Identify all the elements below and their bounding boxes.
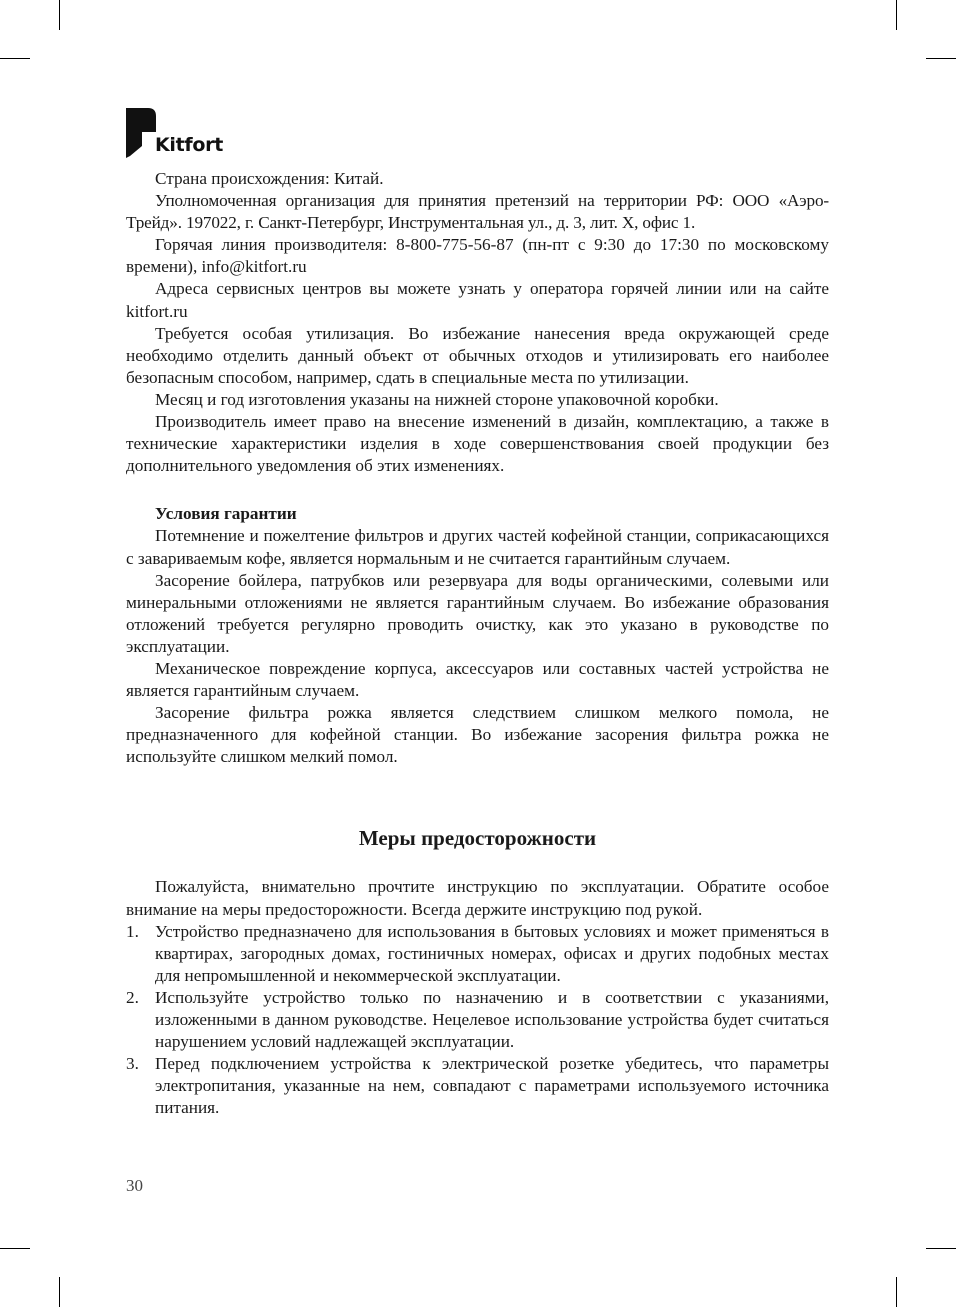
precautions-section [126, 824, 829, 1119]
paragraph: Механическое повреждение корпуса, аксессуаров или составных частей устройства не является гарантийным случаем. [126, 658, 829, 701]
paragraph: Пожалуйста, внимательно прочтите инструкцию по эксплуатации. Обратите особое внимание на меры предосторожности. Всегда держите инструкцию под рукой. [126, 877, 829, 919]
page-number: 30 [126, 1176, 143, 1195]
list-item-text: Перед подключением устройства к электрической розетке убедитесь, что параметры электропитания, указанные на нем, совпадают с параметрами используемого источника питания. [155, 1054, 829, 1118]
brand-name: Kitfort [155, 134, 223, 156]
warranty-title: Условия гарантии [155, 504, 297, 524]
paragraph: Уполномоченная организация для принятия претензий на территории РФ: ООО «Аэро-Трейд». 197022, г. Санкт-Петербург, Инструментальная ул., д. 3, лит. Х, офис 1. [126, 191, 829, 233]
crop-mark [896, 1277, 897, 1307]
intro-section [126, 168, 829, 477]
crop-mark [896, 0, 897, 30]
brand-logo [126, 108, 246, 158]
page-content [126, 168, 829, 1119]
paragraph: Засорение фильтра рожка является следствием слишком мелкого помола, не предназначенного для кофейной станции. Во избежание засорения фильтра рожка не используйте слишком мелкий помол. [126, 703, 829, 767]
warranty-section [126, 503, 829, 768]
crop-mark [59, 0, 60, 30]
paragraph: Производитель имеет право на внесение изменений в дизайн, комплектацию, а также в технические характеристики изделия в ходе совершенствования своей продукции без дополнительного уведомления об этих изменениях. [126, 412, 829, 476]
crop-mark [0, 1248, 30, 1249]
paragraph: Адреса сервисных центров вы можете узнать у оператора горячей линии или на сайте kitfort.ru [126, 279, 829, 321]
list-item-text: Используйте устройство только по назначению и в соответствии с указаниями, изложенными в данном руководстве. Нецелевое использование устройства будет считаться нарушением условий надлежащей эксплуатации. [155, 987, 829, 1052]
list-item [126, 921, 829, 987]
list-item [126, 987, 829, 1053]
paragraph: Месяц и год изготовления указаны на нижней стороне упаковочной коробки. [155, 389, 719, 409]
paragraph: Потемнение и пожелтение фильтров и других частей кофейной станции, соприкасающихся с завариваемым кофе, является нормальным и не считается гарантийным случаем. [126, 526, 829, 568]
precautions-title: Меры предосторожности [358, 826, 597, 851]
list-item-number: 2. [126, 987, 139, 1007]
kitfort-logo-icon [126, 108, 156, 158]
list-item-text: Устройство предназначено для использования в бытовых условиях и может применяться в квартирах, загородных домах, гостиничных номерах, офисах и других подобных местах для непромышленной и некоммерческой эксплуатации. [155, 921, 829, 985]
crop-mark [926, 58, 956, 59]
list-item-number: 3. [126, 1054, 139, 1074]
paragraph: Требуется особая утилизация. Во избежание нанесения вреда окружающей среде необходимо отделить данный объект от обычных отходов и утилизировать его наиболее безопасным способом, например, сдать в специальные места по утилизации. [126, 323, 829, 387]
list-item-number: 1. [126, 921, 139, 941]
crop-mark [0, 58, 30, 59]
paragraph: Горячая линия производителя: 8-800-775-56-87 (пн-пт с 9:30 до 17:30 по московскому времени), info@kitfort.ru [126, 235, 829, 277]
precautions-list [126, 921, 829, 1120]
crop-mark [59, 1277, 60, 1307]
paragraph: Засорение бойлера, патрубков или резервуара для воды органическими, солевыми или минеральными отложениями не является гарантийным случаем. Во избежание образования отложений требуется регулярно проводить очистку, как это указано в руководстве по эксплуатации. [126, 570, 829, 656]
crop-mark [926, 1248, 956, 1249]
paragraph: Страна происхождения: Китай. [155, 169, 384, 188]
list-item [126, 1053, 829, 1119]
